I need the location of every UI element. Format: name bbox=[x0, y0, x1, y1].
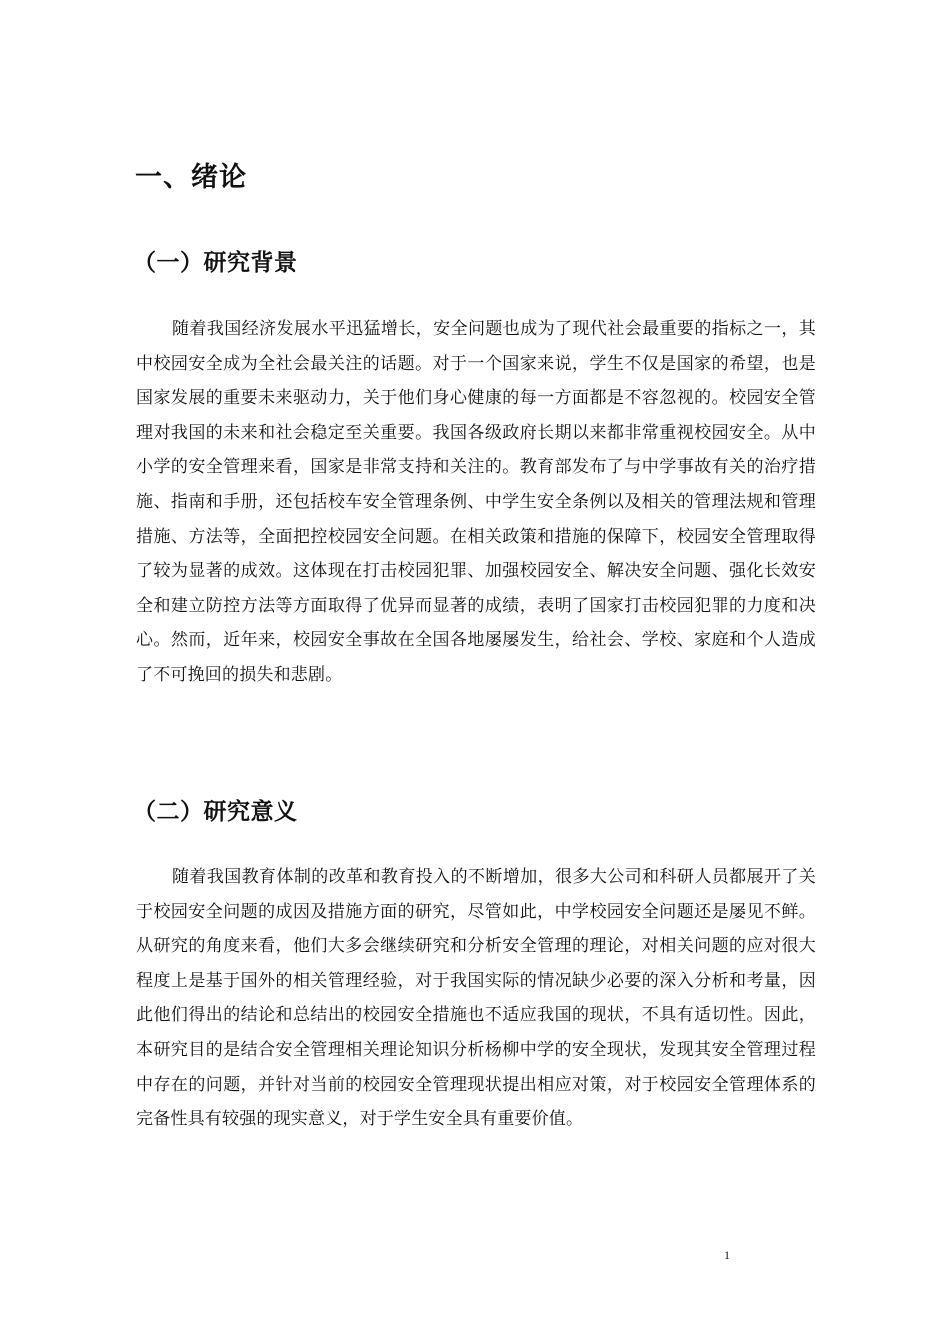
paragraph-background: 随着我国经济发展水平迅猛增长，安全问题也成为了现代社会最重要的指标之一，其中校园安全成为全社会最关注的话题。对于一个国家来说，学生不仅是国家的希望，也是国家发展的重要未来驱动力，关于他们身心健康的每一方面都是不容忽视的。校园安全管理对我国的未来和社会稳定至关重要。我国各级政府长期以来都非常重视校园安全。从中小学的安全管理来看，国家是非常支持和关注的。教育部发布了与中学事故有关的治疗措施、指南和手册，还包括校车安全管理条例、中学生安全条例以及相关的管理法规和管理措施、方法等，全面把控校园安全问题。在相关政策和措施的保障下，校园安全管理取得了较为显著的成效。这体现在打击校园犯罪、加强校园安全、解决安全问题、强化长效安全和建立防控方法等方面取得了优异而显著的成绩，表明了国家打击校园犯罪的力度和决心。然而，近年来，校园安全事故在全国各地屡屡发生，给社会、学校、家庭和个人造成了不可挽回的损失和悲剧。 bbox=[136, 319, 816, 685]
chapter-title: 一、绪论 bbox=[135, 162, 247, 193]
paragraph-significance: 随着我国教育体制的改革和教育投入的不断增加，很多大公司和科研人员都展开了关于校园安全问题的成因及措施方面的研究，尽管如此，中学校园安全问题还是屡见不鲜。从研究的角度来看，他们大多会继续研究和分析安全管理的理论，对相关问题的应对很大程度上是基于国外的相关管理经验，对于我国实际的情况缺少必要的深入分析和考量，因此他们得出的结论和总结出的校园安全措施也不适应我国的现状，不具有适切性。因此，本研究目的是结合安全管理相关理论知识分析杨柳中学的安全现状，发现其安全管理过程中存在的问题，并针对当前的校园安全管理现状提出相应对策，对于校园安全管理体系的完备性具有较强的现实意义，对于学生安全具有重要价值。 bbox=[136, 867, 816, 1130]
section-title-significance: （二）研究意义 bbox=[133, 799, 298, 825]
section-title-background: （一）研究背景 bbox=[133, 250, 298, 276]
page-number: 1 bbox=[724, 1248, 730, 1262]
